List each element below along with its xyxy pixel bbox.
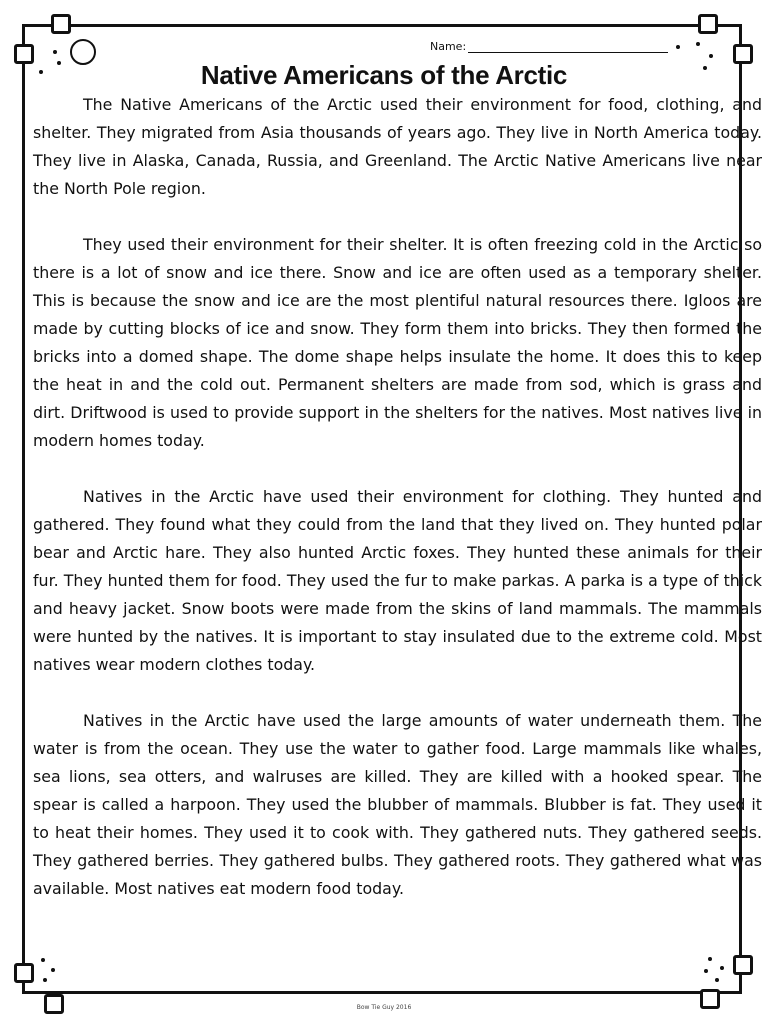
name-field[interactable] — [430, 40, 668, 53]
page-title: Native Americans of the Arctic — [200, 60, 568, 90]
dot-decoration-icon — [43, 978, 47, 982]
dot-decoration-icon — [41, 958, 45, 962]
dot-decoration-icon — [715, 978, 719, 982]
square-corner-icon — [733, 955, 753, 975]
dot-decoration-icon — [51, 968, 55, 972]
article-body — [33, 91, 762, 903]
square-corner-icon — [14, 963, 34, 983]
square-corner-icon — [698, 14, 718, 34]
dot-decoration-icon — [709, 54, 713, 58]
footer-credit: Bow Tie Guy 2016 — [356, 1004, 412, 1011]
name-underline[interactable] — [468, 42, 668, 53]
name-label: Name: — [430, 40, 467, 53]
square-corner-icon — [51, 14, 71, 34]
dot-decoration-icon — [720, 966, 724, 970]
dot-decoration-icon — [708, 957, 712, 961]
paragraph-clothing: Natives in the Arctic have used their environment for clothing. They hunted and gathered. They found what they could from the land that they lived on. They hunted polar bear and Arctic hare. They also hunted Arctic foxes. They hunted these animals for their fur. They hunted them for food. They used the fur to make parkas. A parka is a type of thick and heavy jacket. Snow boots were made from the skins of land mammals. The mammals were hunted by the natives. It is important to stay insulated due to the extreme cold. Most natives wear modern clothes today. — [33, 487, 762, 674]
paragraph-food: Natives in the Arctic have used the large amounts of water underneath them. The water is from the ocean. They use the water to gather food. Large mammals like whales, sea lions, sea otters, and walruses are killed. They are killed with a hooked spear. The spear is called a harpoon. They used the blubber of mammals. Blubber is fat. They used it to heat their homes. They used it to cook with. They gathered nuts. They gathered seeds. They gathered berries. They gathered bulbs. They gathered roots. They gathered what was available. Most natives eat modern food today. — [33, 711, 762, 898]
dot-decoration-icon — [53, 50, 57, 54]
dot-decoration-icon — [704, 969, 708, 973]
dot-decoration-icon — [696, 42, 700, 46]
paragraph-intro: The Native Americans of the Arctic used their environment for food, clothing, and shelter. They migrated from Asia thousands of years ago. They live in North America today. They live in Alaska, Canada, Russia, and Greenland. The Arctic Native Americans live near the North Pole region. — [33, 95, 762, 198]
dot-decoration-icon — [676, 45, 680, 49]
paragraph-shelter: They used their environment for their shelter. It is often freezing cold in the Arctic so there is a lot of snow and ice there. Snow and ice are often used as a temporary shelter. This is because the snow and ice are the most plentiful natural resources there. Igloos are made by cutting blocks of ice and snow. They form them into bricks. They then formed the bricks into a domed shape. The dome shape helps insulate the home. It does this to keep the heat in and the cold out. Permanent shelters are made from sod, which is grass and dirt. Driftwood is used to provide support in the shelters for the natives. Most natives live in modern homes today. — [33, 235, 762, 450]
